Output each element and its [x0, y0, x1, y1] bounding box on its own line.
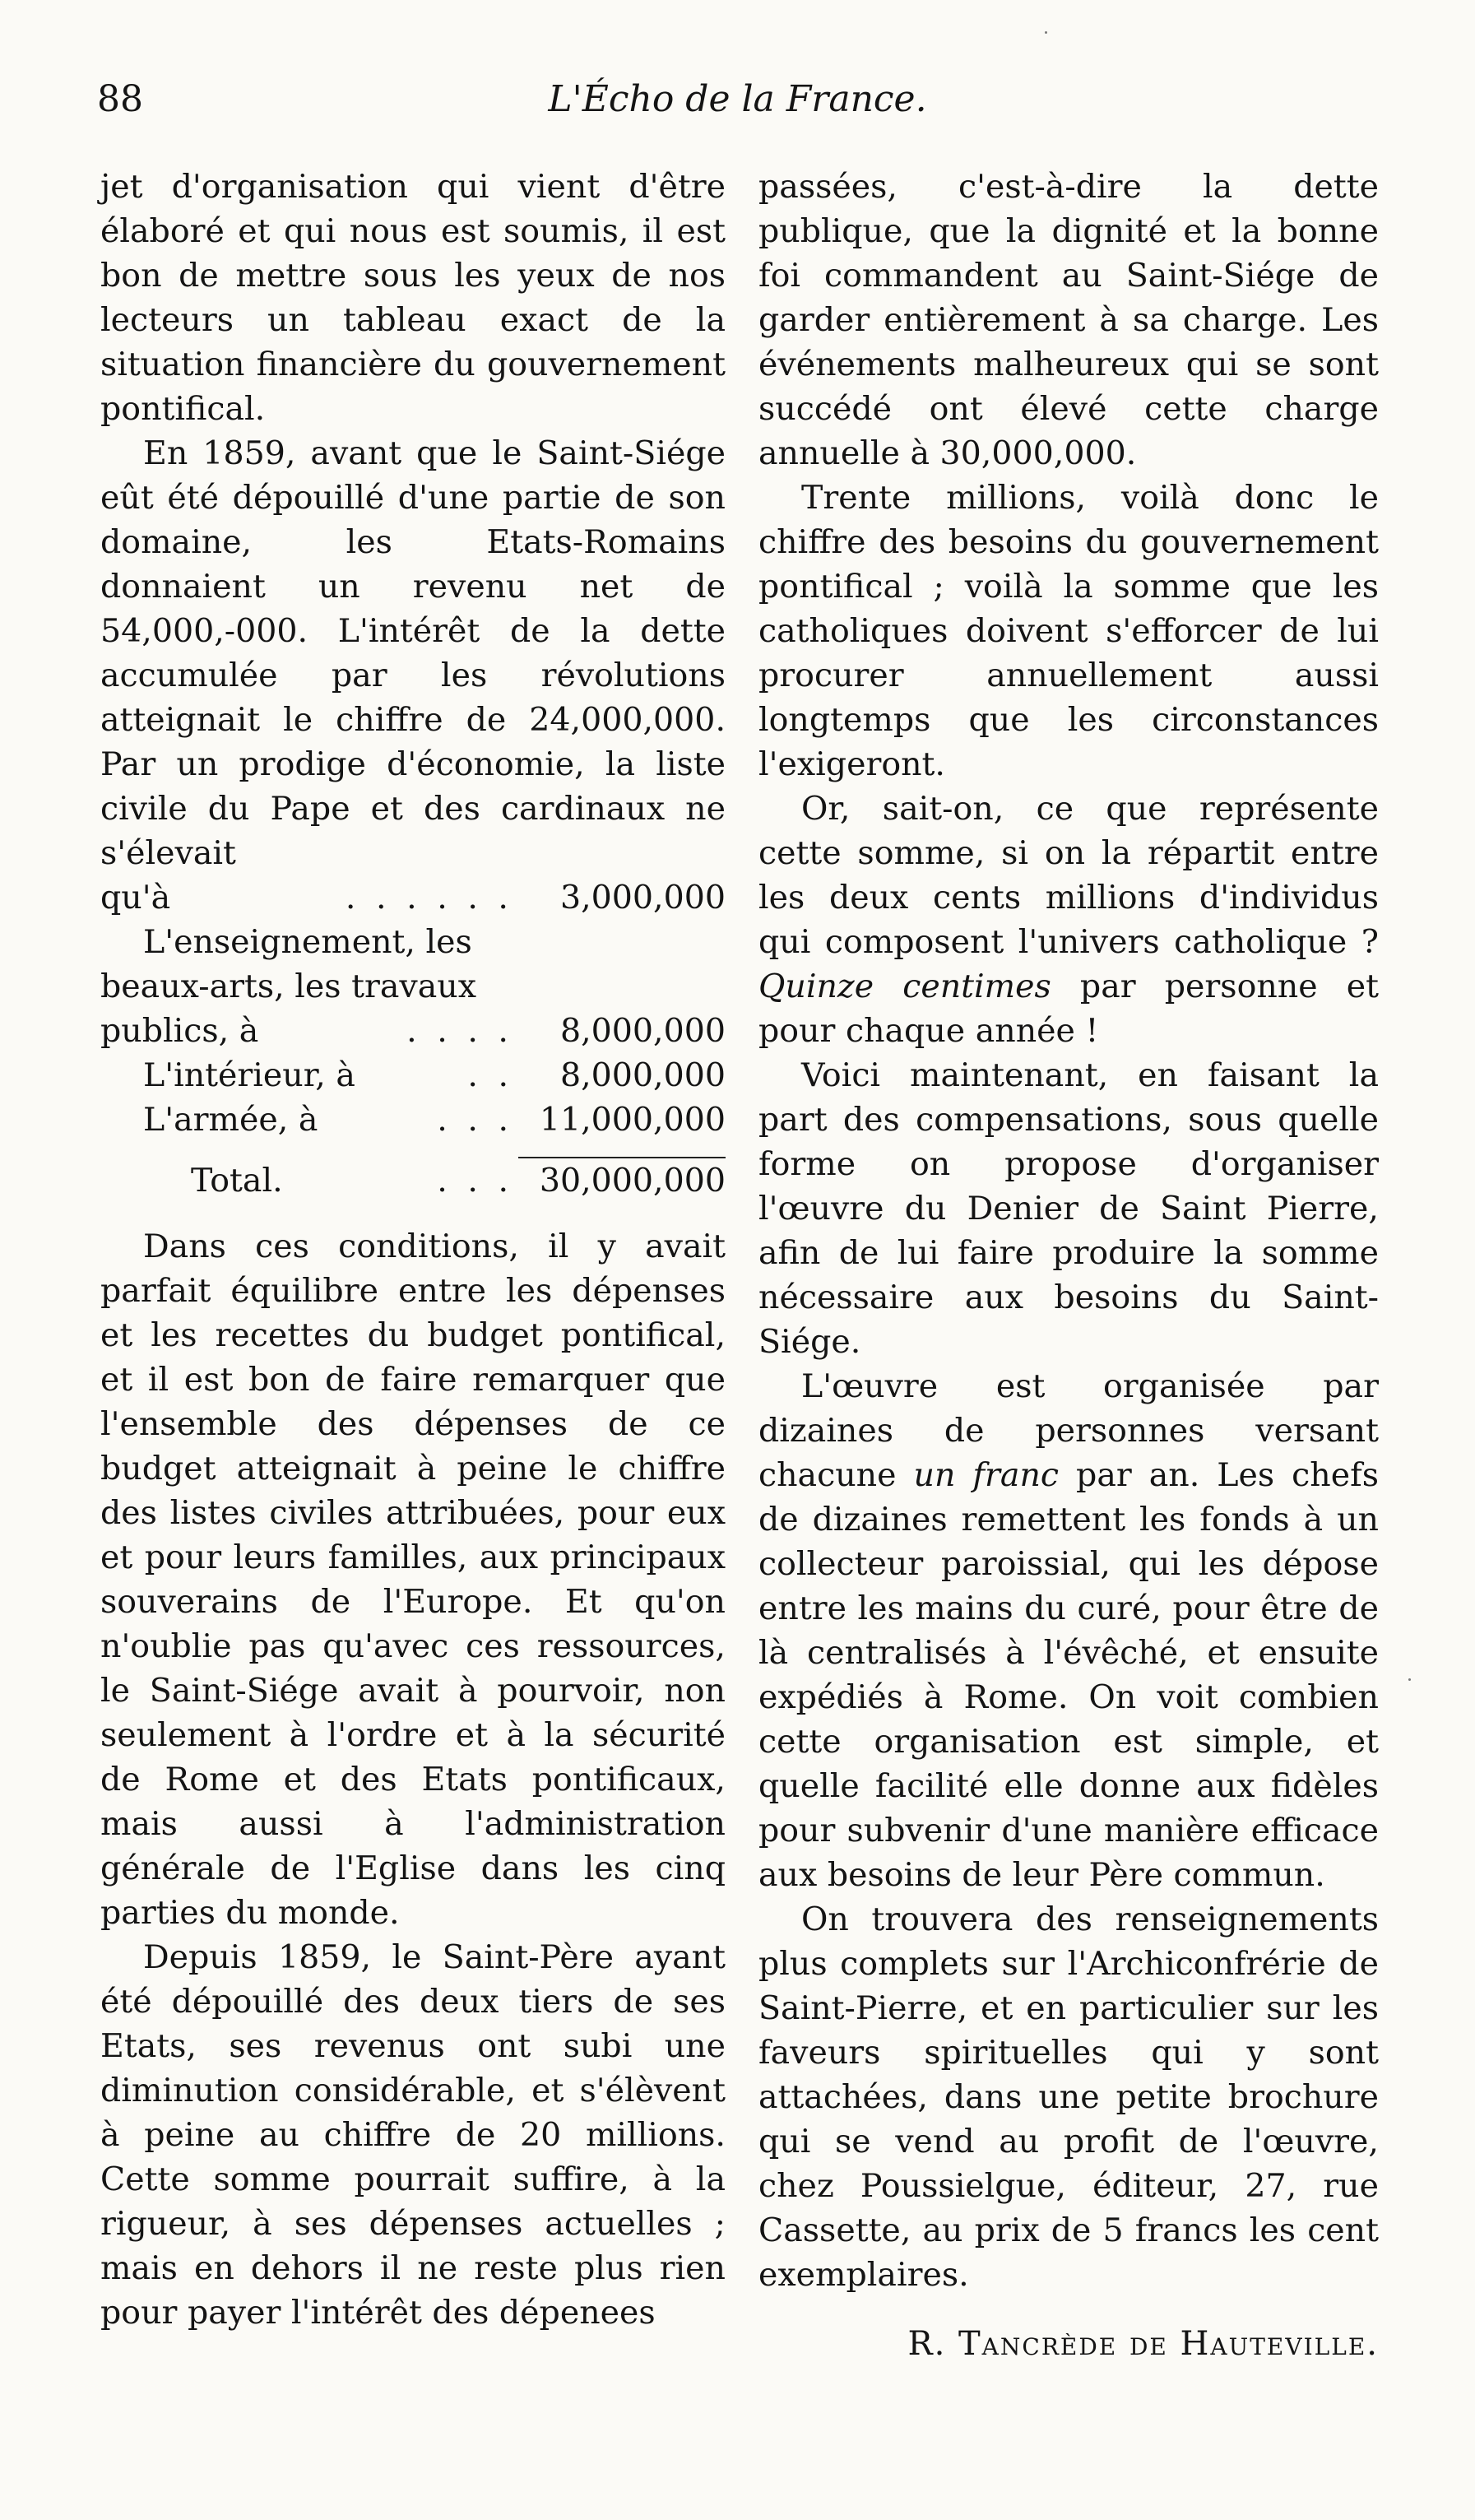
paragraph: Trente millions, voilà donc le chiffre des besoins du gouvernement pontifical ; voilà la somme que les catholiques doivent s'efforcer de lui procurer annuellement aussi longtemps que les circonstances l'exigeront. [758, 479, 1379, 783]
paragraph: Voici maintenant, en faisant la part des compensations, sous quelle forme on propose d'organiser l'œuvre du Denier de Saint Pierre, afin de lui faire produire la somme nécessaire aux besoins du Saint-Siége. [758, 1056, 1379, 1361]
leader-dots: . . . [437, 1101, 513, 1139]
finance-amount: 11,000,000 [539, 1101, 726, 1139]
paragraph-text: L'œuvre est organisée par dizaines de personnes versant chacune [758, 1367, 1379, 1494]
total-amount: 30,000,000 [539, 1162, 726, 1200]
paragraph [758, 1364, 1379, 1897]
page-number: 88 [97, 78, 143, 120]
finance-row [100, 875, 726, 920]
left-column [100, 165, 726, 2335]
paragraph-text: par an. Les chefs de dizaines remettent les fonds à un collecteur paroissial, qui les dépose entre les mains du curé, pour être de là centralisés à l'évêché, et ensuite expédiés à Rome. On voit combien cette organisation est simple, et quelle facilité elle donne aux fidèles pour subvenir d'une manière efficace aux besoins de leur Père commun. [758, 1456, 1380, 1894]
right-column [758, 165, 1379, 2366]
emphasis-text: un franc [913, 1456, 1060, 1494]
print-speck [1408, 1678, 1411, 1681]
paragraph: On trouvera des renseignements plus complets sur l'Archiconfrérie de Saint-Pierre, et en particulier sur les faveurs spirituelles qui y sont attachées, dans une petite brochure qui se vend au profit de l'œuvre, chez Poussielgue, éditeur, 27, rue Cassette, au prix de 5 francs les cent exemplaires. [758, 1900, 1379, 2294]
paragraph [758, 787, 1379, 1053]
finance-label: L'enseignement, les [143, 923, 472, 961]
running-title: L'Écho de la France. [548, 78, 927, 120]
finance-label: L'armée, à [143, 1101, 318, 1139]
paragraph-text: Or, sait-on, ce que représente cette somme, si on la répartit entre les deux cents millions d'individus qui composent l'univers catholique ? [758, 790, 1379, 961]
page-header [97, 78, 1378, 144]
finance-row [100, 1098, 726, 1142]
finance-label: publics, à [100, 1012, 259, 1050]
paragraph: jet d'organisation qui vient d'être élaboré et qui nous est soumis, il est bon de mettre sous les yeux de nos lecteurs un tableau exact de la situation financière du gouvernement pontifical. [100, 168, 726, 428]
paragraph: Dans ces conditions, il y avait parfait équilibre entre les dépenses et les recettes du budget pontifical, et il est bon de faire remarquer que l'ensemble des dépenses de ce budget atteignait à peine le chiffre des listes civiles attribuées, pour eux et pour leurs familles, aux principaux souverains de l'Europe. Et qu'on n'oublie pas qu'avec ces ressources, le Saint-Siége avait à pourvoir, non seulement à l'ordre et à la sécurité de Rome et des Etats pontificaux, mais aussi à l'administration générale de l'Eglise dans les cinq parties du monde. [100, 1228, 726, 1932]
paragraph: Depuis 1859, le Saint-Père ayant été dépouillé des deux tiers de ses Etats, ses revenus ont subi une diminution considérable, et s'élèvent à peine au chiffre de 20 millions. Cette somme pourrait suffire, à la rigueur, à ses dépenses actuelles ; mais en dehors il ne reste plus rien pour payer l'intérêt des dépenees [100, 1938, 726, 2332]
finance-total-row [100, 1158, 726, 1203]
paragraph: passées, c'est-à-dire la dette publique, que la dignité et la bonne foi commandent au Saint-Siége de garder entièrement à sa charge. Les événements malheureux qui se sont succédé ont élevé cette charge annuelle à 30,000,000. [758, 168, 1379, 472]
paragraph-text: par personne et pour chaque année ! [758, 968, 1379, 1050]
leader-dots: . . . [437, 1162, 513, 1200]
leader-dots: . . . . [406, 1012, 513, 1050]
emphasis-text: Quinze centimes [758, 968, 1051, 1005]
finance-label: L'intérieur, à [143, 1056, 355, 1094]
author-signature: R. Tancrède de Hauteville. [907, 2325, 1379, 2363]
finance-table [100, 875, 726, 1203]
leader-dots: . . [467, 1056, 513, 1094]
total-label: Total. [191, 1162, 283, 1200]
print-speck [1045, 31, 1047, 34]
finance-row [100, 1009, 726, 1053]
paragraph: En 1859, avant que le Saint-Siége eût été dépouillé d'une partie de son domaine, les Etats-Romains donnaient un revenu net de 54,000,-000. L'intérêt de la dette accumulée par les révolutions atteignait le chiffre de 24,000,000. Par un prodige d'économie, la liste civile du Pape et des cardinaux ne s'élevait [100, 434, 726, 872]
finance-amount: 3,000,000 [559, 879, 726, 917]
finance-amount: 8,000,000 [559, 1012, 726, 1050]
leader-dots: . . . . . . [345, 879, 513, 917]
finance-amount: 8,000,000 [559, 1056, 726, 1094]
finance-label: qu'à [100, 879, 171, 917]
finance-row [100, 1053, 726, 1098]
finance-label: beaux-arts, les travaux [100, 968, 476, 1005]
